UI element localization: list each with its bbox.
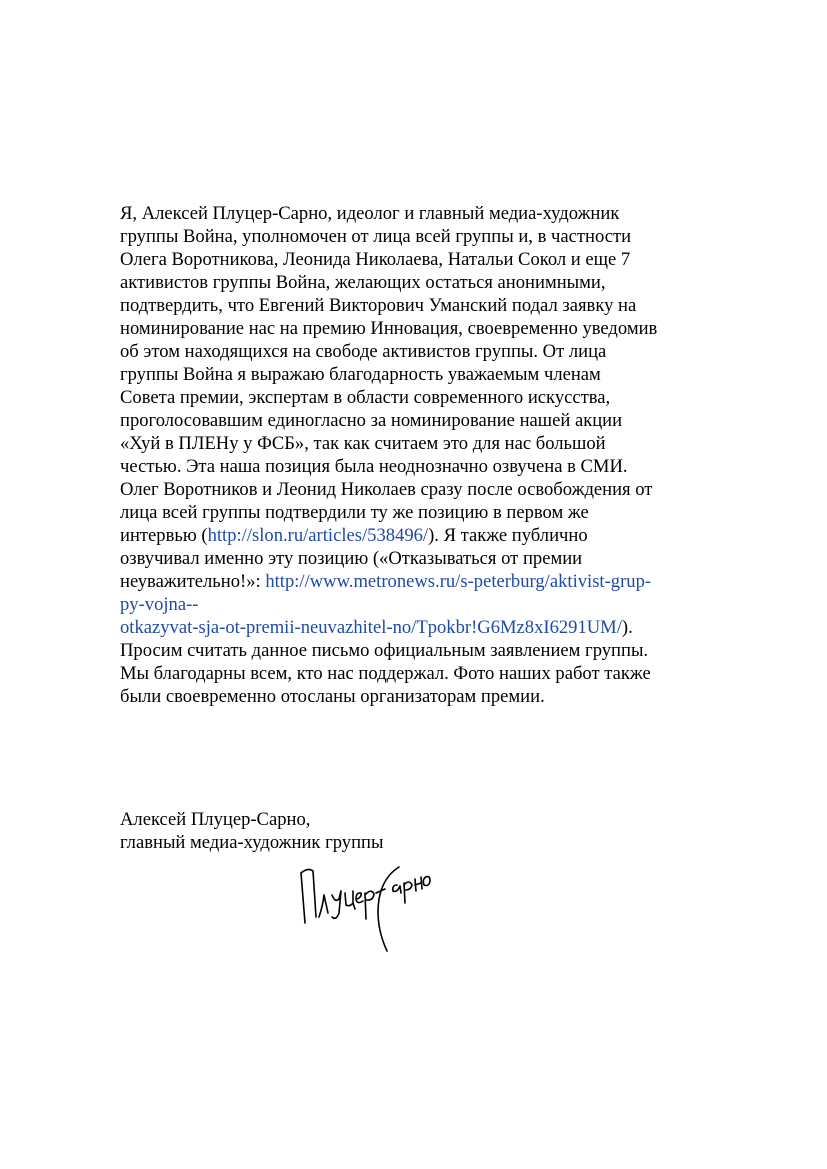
body-line: Олег Воротников и Леонид Николаев сразу после освобождения от: [120, 479, 653, 500]
body-line-with-link: [120, 616, 633, 639]
body-line: группы Война, уполномочен от лица всей группы и, в частности: [120, 226, 632, 247]
body-line: Совета премии, экспертам в области современного искусства,: [120, 387, 611, 408]
body-line: проголосовавшим единогласно за номинирование нашей акции: [120, 410, 623, 431]
line-text: ).: [621, 617, 633, 638]
body-line: активистов группы Война, желающих остаться анонимными,: [120, 272, 606, 293]
body-line: были своевременно отосланы организаторам премии.: [120, 686, 545, 707]
body-line-with-link: [120, 593, 198, 616]
body-line: Мы благодарны всем, кто нас поддержал. Фото наших работ также: [120, 663, 651, 684]
line-text: неуважительно!»:: [120, 571, 266, 592]
metronews-link-part-3[interactable]: otkazyvat-sja-ot-premii-neuvazhitel-no/Tpokbr!G6Mz8xI6291UM/: [120, 617, 622, 638]
body-line: подтвердить, что Евгений Викторович Уманский подал заявку на: [120, 295, 637, 316]
metronews-link-part-2[interactable]: py-vojna--: [120, 594, 199, 615]
metronews-link-part-1[interactable]: http://www.metronews.ru/s-peterburg/aktivist-grup-: [265, 571, 652, 592]
body-line: об этом находящихся на свободе активистов группы. От лица: [120, 341, 607, 362]
body-line: «Хуй в ПЛЕНу у ФСБ», так как считаем это для нас большой: [120, 433, 606, 454]
handwritten-signature: [295, 855, 435, 955]
body-line: честью. Эта наша позиция была неоднозначно озвучена в СМИ.: [120, 456, 628, 477]
body-line-with-link: [120, 524, 588, 547]
line-text: интервью (: [120, 525, 208, 546]
closing-name: Алексей Плуцер-Сарно,: [120, 809, 311, 830]
body-line: озвучивал именно эту позицию («Отказываться от премии: [120, 548, 583, 569]
body-line: номинирование нас на премию Инновация, своевременно уведомив: [120, 318, 658, 339]
body-line-with-link: [120, 570, 651, 593]
body-line: Просим считать данное письмо официальным заявлением группы.: [120, 640, 649, 661]
slon-article-link[interactable]: http://slon.ru/articles/538496/: [207, 525, 429, 546]
body-line: группы Война я выражаю благодарность уважаемым членам: [120, 364, 601, 385]
body-line: лица всей группы подтвердили ту же позицию в первом же: [120, 502, 589, 523]
body-line: Я, Алексей Плуцер-Сарно, идеолог и главный медиа-художник: [120, 203, 620, 224]
closing-title: главный медиа-художник группы: [120, 832, 384, 853]
body-line: Олега Воротникова, Леонида Николаева, Натальи Сокол и еще 7: [120, 249, 631, 270]
line-text: ). Я также публично: [428, 525, 588, 546]
